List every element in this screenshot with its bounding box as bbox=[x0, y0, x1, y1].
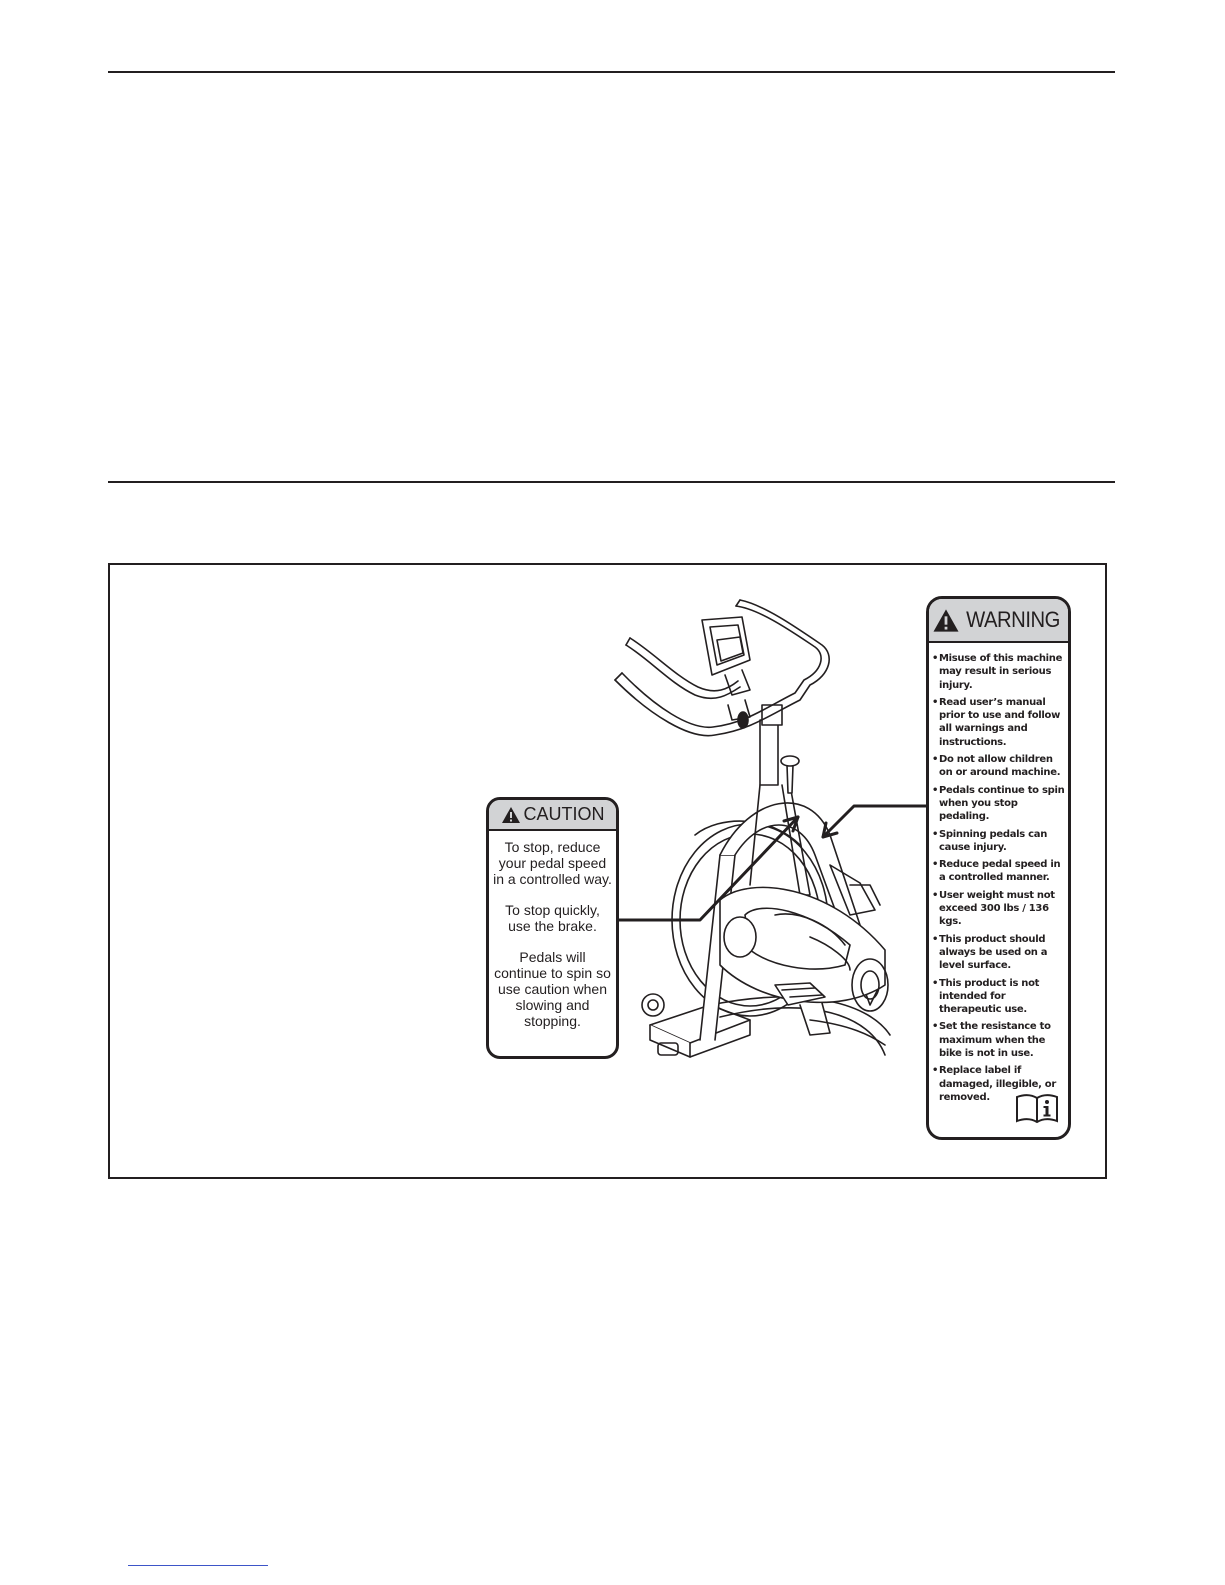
caution-title: CAUTION bbox=[523, 804, 605, 824]
warning-item: • Misuse of this machine may result in serious injury. bbox=[932, 652, 1066, 692]
caution-header bbox=[489, 800, 616, 831]
warning-item: • This product is not intended for therapeutic use. bbox=[932, 977, 1066, 1017]
warning-item: • Pedals continue to spin when you stop pedaling. bbox=[932, 784, 1066, 824]
warning-labels-figure bbox=[108, 563, 1107, 1179]
warning-item: • Set the resistance to maximum when the bike is not in use. bbox=[932, 1020, 1066, 1060]
warning-label bbox=[926, 596, 1071, 1140]
section-rule bbox=[108, 481, 1115, 483]
warning-triangle-icon bbox=[932, 608, 960, 633]
warning-item: • Spinning pedals can cause injury. bbox=[932, 828, 1066, 855]
warning-item: • User weight must not exceed 300 lbs / 136 kgs. bbox=[932, 889, 1066, 929]
manual-info-icon bbox=[1015, 1093, 1059, 1125]
warning-item: • Replace label if damaged, illegible, or removed. bbox=[932, 1064, 1066, 1104]
caution-text: To stop, reduce your pedal speed in a controlled way. bbox=[493, 839, 612, 887]
top-rule bbox=[108, 71, 1115, 73]
warning-item: • Read user’s manual prior to use and follow all warnings and instructions. bbox=[932, 696, 1066, 749]
footer-link-underline[interactable] bbox=[128, 1565, 268, 1566]
warning-triangle-icon bbox=[501, 806, 521, 824]
warning-list bbox=[929, 643, 1068, 1104]
caution-body bbox=[489, 831, 616, 1029]
caution-text: Pedals will continue to spin so use caution when slowing and stopping. bbox=[494, 949, 611, 1029]
warning-item: • This product should always be used on a level surface. bbox=[932, 933, 1066, 973]
caution-label bbox=[486, 797, 619, 1059]
warning-item: • Reduce pedal speed in a controlled manner. bbox=[932, 858, 1066, 885]
caution-text: To stop quickly, use the brake. bbox=[505, 902, 600, 934]
warning-header bbox=[929, 599, 1068, 643]
warning-item: • Do not allow children on or around machine. bbox=[932, 753, 1066, 780]
warning-title: WARNING bbox=[966, 607, 1061, 632]
